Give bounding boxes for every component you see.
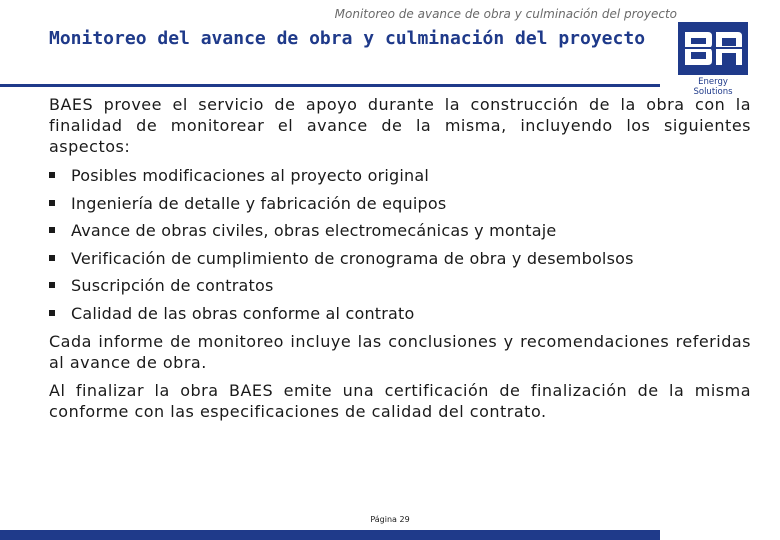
list-item	[49, 220, 751, 248]
bullet-square-icon	[49, 200, 55, 206]
bullet-square-icon	[49, 172, 55, 178]
report-paragraph: Cada informe de monitoreo incluye las conclusiones y recomendaciones referidas al avance de obra.	[49, 332, 751, 372]
footer-bar	[0, 530, 660, 540]
company-logo	[678, 22, 748, 97]
list-item	[49, 248, 751, 276]
list-item	[49, 193, 751, 221]
list-item-text: Ingeniería de detalle y fabricación de equipos	[71, 193, 447, 213]
slide-title: Monitoreo del avance de obra y culminación del proyecto	[49, 28, 646, 49]
list-item-text: Avance de obras civiles, obras electromecánicas y montaje	[71, 221, 557, 240]
title-divider	[0, 84, 660, 87]
logo-tagline: Energy Solutions	[693, 77, 733, 97]
bullet-square-icon	[49, 310, 55, 316]
page-number: Página 29	[370, 515, 410, 524]
intro-paragraph: BAES provee el servicio de apoyo durante la construcción de la obra con la finalidad de monitorear el avance de la misma, incluyendo los siguientes aspectos:	[49, 95, 751, 156]
list-item-text: Verificación de cumplimiento de cronograma de obra y desembolsos	[71, 248, 634, 268]
bullet-square-icon	[49, 227, 55, 233]
aspects-list	[49, 165, 751, 330]
list-item	[49, 275, 751, 303]
ba-logo-icon	[678, 22, 748, 75]
logo-mark	[678, 22, 748, 75]
bullet-square-icon	[49, 282, 55, 288]
closing-paragraph: Al finalizar la obra BAES emite una certificación de finalización de la misma conforme con las especificaciones de calidad del contrato.	[49, 381, 751, 421]
list-item-text: Calidad de las obras conforme al contrato	[71, 303, 415, 323]
list-item	[49, 165, 751, 193]
header-caption: Monitoreo de avance de obra y culminación del proyecto	[334, 7, 677, 21]
bullet-square-icon	[49, 255, 55, 261]
list-item-text: Posibles modificaciones al proyecto original	[71, 166, 429, 185]
list-item-text: Suscripción de contratos	[71, 276, 274, 295]
list-item	[49, 303, 751, 331]
slide-body	[49, 94, 751, 429]
